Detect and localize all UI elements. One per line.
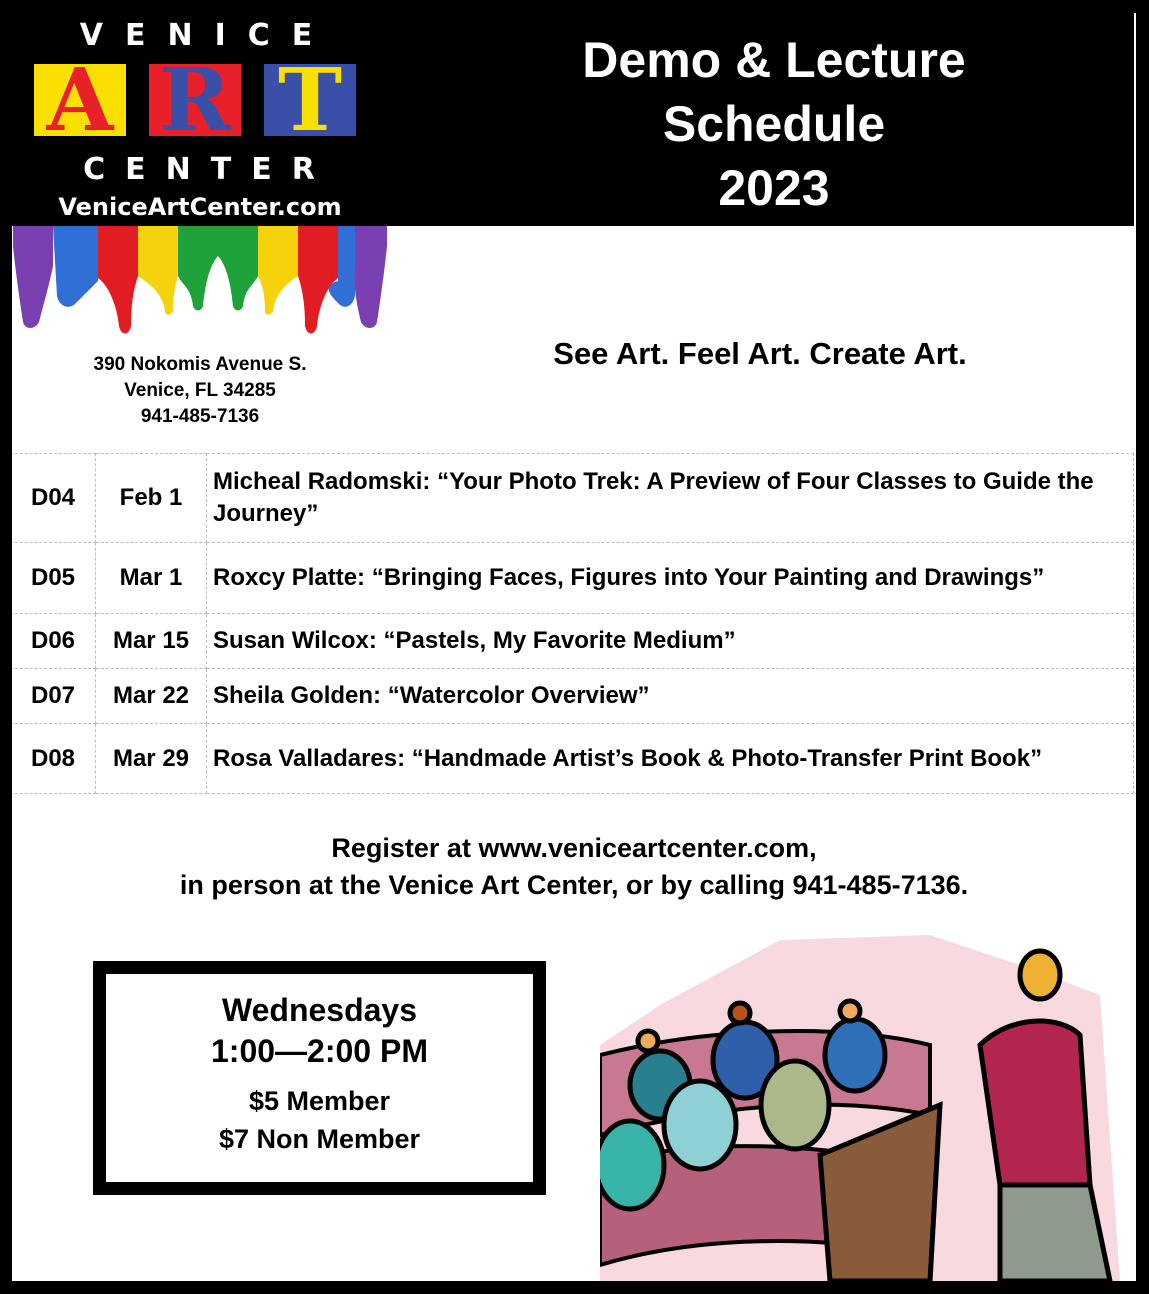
address-city: Venice, FL 34285	[124, 380, 276, 401]
logo-letter-t: T	[278, 50, 342, 151]
frame-bottom	[0, 1281, 1149, 1294]
logo-block-r	[149, 50, 241, 151]
session-date: Mar 1	[96, 543, 207, 614]
session-date: Mar 22	[96, 669, 207, 724]
logo-letter-a: A	[46, 50, 114, 151]
member-price: $5 Member	[248, 1086, 391, 1116]
logo-block-t	[264, 50, 356, 151]
title-line-2: Schedule	[662, 96, 886, 152]
table-row	[11, 454, 1134, 543]
logo-letter-r: R	[159, 50, 231, 151]
non-member-price: $7 Non Member	[218, 1124, 421, 1154]
page-title	[414, 28, 1134, 220]
lecture-audience-illustration	[600, 935, 1136, 1281]
session-code: D05	[11, 543, 96, 614]
registration-info	[12, 830, 1136, 904]
tagline: See Art. Feel Art. Create Art.	[553, 336, 967, 371]
frame-right	[1136, 0, 1149, 1294]
address-street: 390 Nokomis Avenue S.	[93, 354, 307, 375]
session-description: Susan Wilcox: “Pastels, My Favorite Medium”	[207, 614, 1134, 669]
table-row	[11, 669, 1134, 724]
session-code: D04	[11, 454, 96, 543]
table-row	[11, 543, 1134, 614]
schedule-table	[10, 453, 1134, 794]
session-date: Mar 15	[96, 614, 207, 669]
title-line-1: Demo & Lecture	[582, 32, 966, 88]
session-code: D07	[11, 669, 96, 724]
meeting-time: 1:00—2:00 PM	[211, 1033, 428, 1069]
session-description: Rosa Valladares: “Handmade Artist’s Book & Photo-Transfer Print Book”	[207, 724, 1134, 794]
register-line-1: Register at www.veniceartcenter.com,	[331, 833, 817, 863]
meeting-days: Wednesdays	[221, 992, 418, 1028]
frame-left	[0, 0, 12, 1294]
session-description: Micheal Radomski: “Your Photo Trek: A Preview of Four Classes to Guide the Journey”	[207, 454, 1134, 543]
table-row	[11, 614, 1134, 669]
logo-venice-text: VENICE	[79, 18, 335, 53]
address-block	[12, 352, 388, 430]
logo-art-blocks	[34, 50, 356, 151]
session-date: Mar 29	[96, 724, 207, 794]
title-line-3: 2023	[718, 160, 830, 216]
address-phone: 941-485-7136	[140, 406, 260, 427]
paint-drips-icon	[13, 226, 387, 338]
session-code: D08	[11, 724, 96, 794]
logo-block-a	[34, 50, 126, 151]
session-description: Sheila Golden: “Watercolor Overview”	[207, 669, 1134, 724]
session-code: D06	[11, 614, 96, 669]
register-line-2: in person at the Venice Art Center, or by calling 941-485-7136.	[179, 870, 969, 900]
venice-art-center-logo	[20, 10, 380, 226]
logo-website-url[interactable]: VeniceArtCenter.com	[58, 193, 342, 221]
session-description: Roxcy Platte: “Bringing Faces, Figures into Your Painting and Drawings”	[207, 543, 1134, 614]
session-date: Feb 1	[96, 454, 207, 543]
table-row	[11, 724, 1134, 794]
price-list	[106, 1082, 533, 1158]
schedule-info-box	[93, 961, 546, 1195]
logo-center-text: CENTER	[83, 152, 335, 187]
